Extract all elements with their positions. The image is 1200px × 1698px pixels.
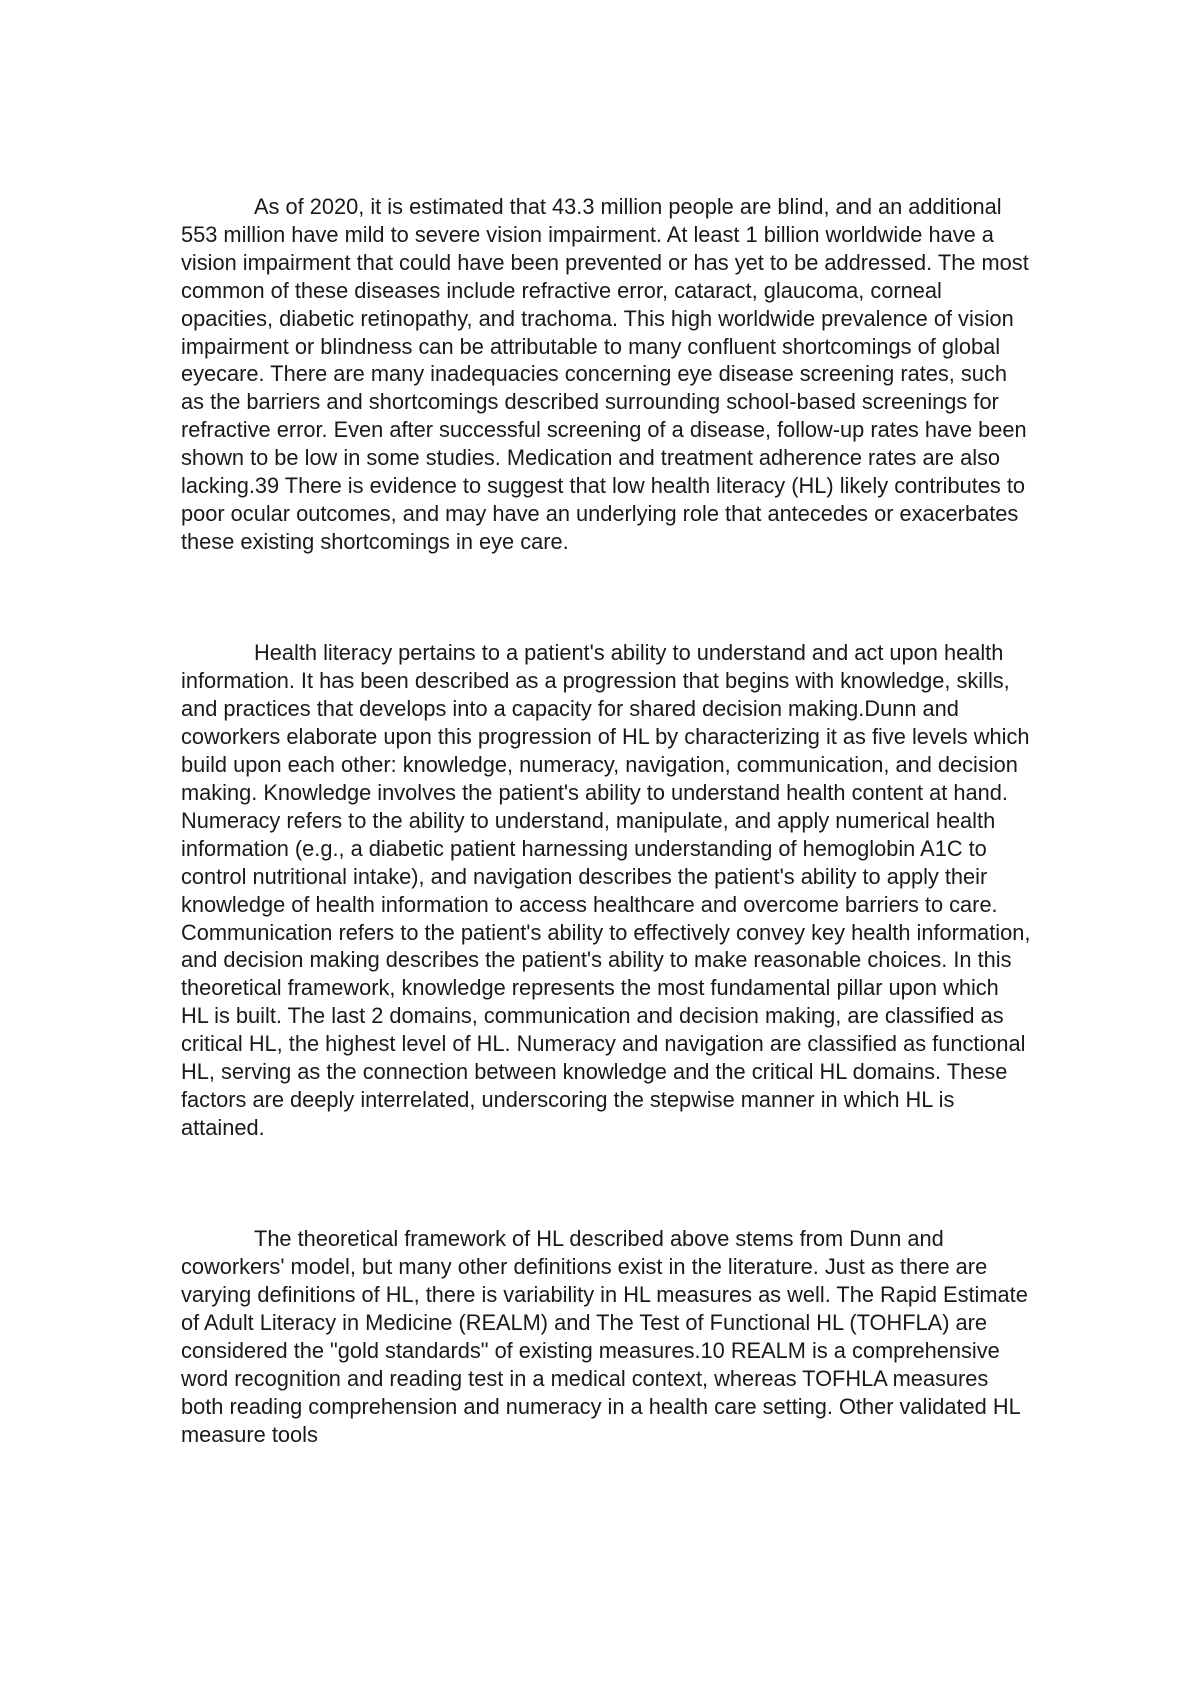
paragraph-health-literacy-definition: Health literacy pertains to a patient's ability to understand and act upon health information. It has been described as a progression that begins with knowledge, skills, and practices that develops into a capacity for shared decision making.Dunn and coworkers elaborate upon this progression of HL by characterizing it as five levels which build upon each other: knowledge, numeracy, navigation, communication, and decision making. Knowledge involves the patient's ability to understand health content at hand. Numeracy refers to the ability to understand, manipulate, and apply numerical health information (e.g., a diabetic patient harnessing understanding of hemoglobin A1C to control nutritional intake), and navigation describes the patient's ability to apply their knowledge of health information to access healthcare and overcome barriers to care. Communication refers to the patient's ability to effectively convey key health information, and decision making describes the patient's ability to make reasonable choices. In this theoretical framework, knowledge represents the most fundamental pillar upon which HL is built. The last 2 domains, communication and decision making, are classified as critical HL, the highest level of HL. Numeracy and navigation are classified as functional HL, serving as the connection between knowledge and the critical HL domains. These factors are deeply interrelated, underscoring the stepwise manner in which HL is attained. xyxy=(181,640,1031,1140)
paragraph-vision-impairment: As of 2020, it is estimated that 43.3 million people are blind, and an additional 553 million have mild to severe vision impairment. At least 1 billion worldwide have a vision impairment that could have been prevented or has yet to be addressed. The most common of these diseases include refractive error, cataract, glaucoma, corneal opacities, diabetic retinopathy, and trachoma. This high worldwide prevalence of vision impairment or blindness can be attributable to many confluent shortcomings of global eyecare. There are many inadequacies concerning eye disease screening rates, such as the barriers and shortcomings described surrounding school-based screenings for refractive error. Even after successful screening of a disease, follow-up rates have been shown to be low in some studies. Medication and treatment adherence rates are also lacking.39 There is evidence to suggest that low health literacy (HL) likely contributes to poor ocular outcomes, and may have an underlying role that antecedes or exacerbates these existing shortcomings in eye care. xyxy=(181,194,1029,554)
paragraph-hl-measures: The theoretical framework of HL described above stems from Dunn and coworkers' model, but many other definitions exist in the literature. Just as there are varying definitions of HL, there is variability in HL measures as well. The Rapid Estimate of Adult Literacy in Medicine (REALM) and The Test of Functional HL (TOHFLA) are considered the "gold standards" of existing measures.10 REALM is a comprehensive word recognition and reading test in a medical context, whereas TOFHLA measures both reading comprehension and numeracy in a health care setting. Other validated HL measure tools xyxy=(181,1226,1028,1447)
document-body xyxy=(181,193,1031,1449)
